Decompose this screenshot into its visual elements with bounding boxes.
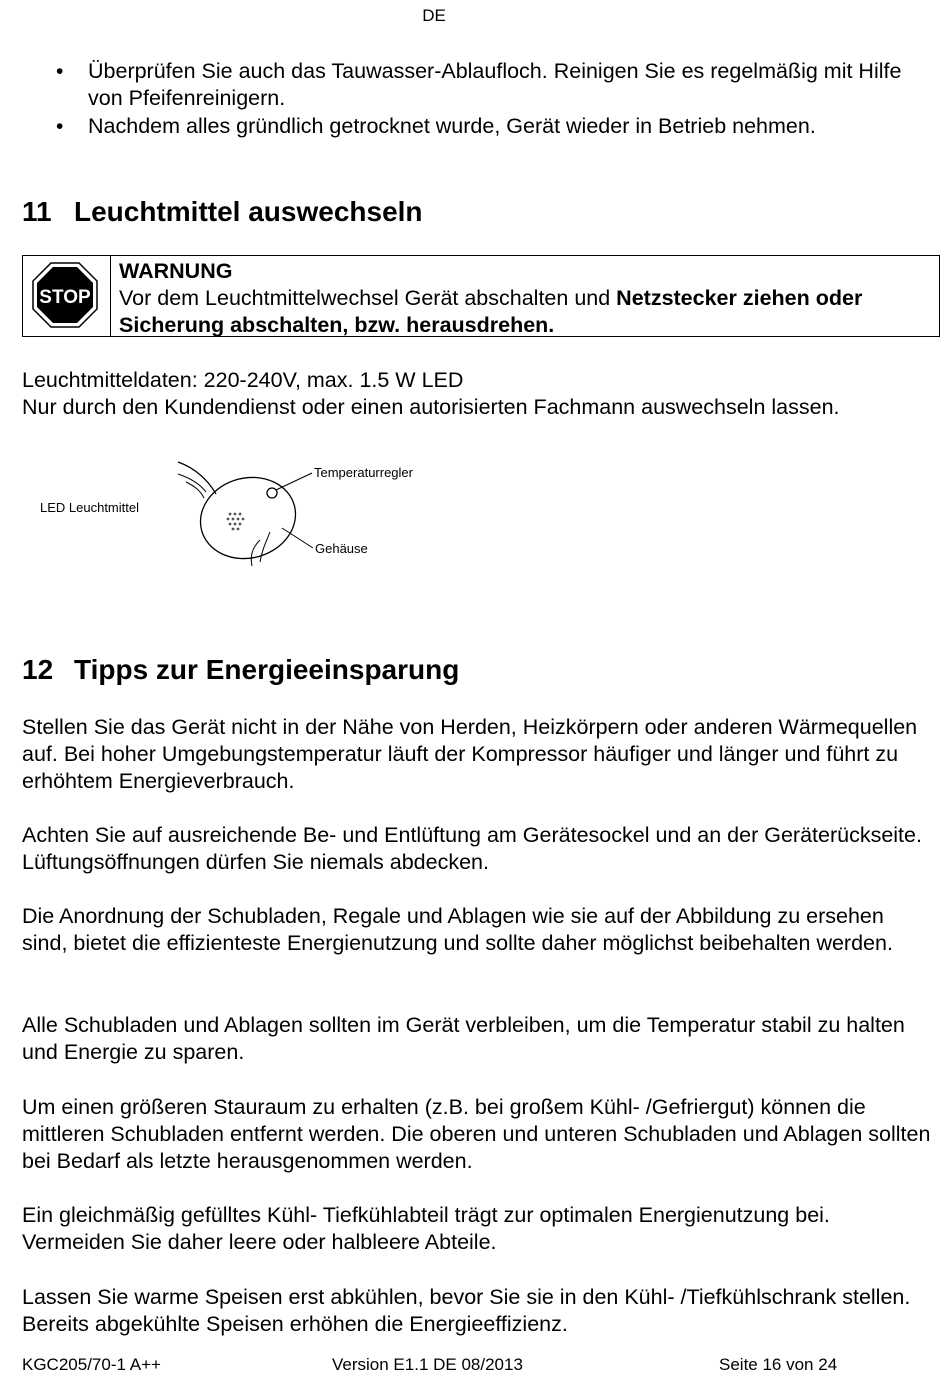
- housing-label: Gehäuse: [315, 541, 368, 556]
- lamp-service-line: Nur durch den Kundendienst oder einen autorisierten Fachmann auswechseln lassen.: [22, 395, 840, 419]
- list-item: • Überprüfen Sie auch das Tauwasser-Ablaufloch. Reinigen Sie es regelmäßig mit Hilfe von Pfeifenreinigern.: [56, 59, 902, 110]
- led-dots: [227, 513, 245, 531]
- lamp-diagram: [30, 432, 450, 597]
- paragraph: Achten Sie auf ausreichende Be- und Entlüftung am Gerätesockel und an der Geräterückseite. Lüftungsöffnungen dürfen Sie niemals abdecken.: [22, 823, 922, 874]
- stop-sign-label: STOP: [39, 287, 91, 308]
- bullet-icon: •: [56, 60, 64, 83]
- footer-version: Version E1.1 DE 08/2013: [332, 1355, 523, 1374]
- paragraph: Stellen Sie das Gerät nicht in der Nähe von Herden, Heizkörpern oder anderen Wärmequellen auf. Bei hoher Umgebungstemperatur läuft der Kompressor häufiger und länger und führt zu erhöhtem Energieverbrauch.: [22, 715, 918, 793]
- led-label: LED Leuchtmittel: [40, 500, 139, 515]
- lamp-data-line: Leuchtmitteldaten: 220-240V, max. 1.5 W LED: [22, 368, 464, 392]
- hand-bottom: [251, 532, 270, 566]
- paragraph: Die Anordnung der Schubladen, Regale und Ablagen wie sie auf der Abbildung zu ersehen sind, bietet die effizienteste Energienutzung und sollte daher möglichst beibehalten werden.: [22, 904, 893, 955]
- bullet-icon: •: [56, 115, 64, 138]
- warning-box: [22, 255, 940, 337]
- section-11-heading: 11 Leuchtmittel auswechseln: [22, 196, 423, 227]
- hand-fingers: [178, 474, 206, 498]
- section-12-heading: 12 Tipps zur Energieeinsparung: [22, 654, 460, 685]
- temperature-label: Temperaturregler: [314, 465, 413, 480]
- paragraph: Um einen größeren Stauraum zu erhalten (z.B. bei großem Kühl- /Gefriergut) können die mittleren Schubladen entfernt werden. Die oberen und unteren Schubladen und Ablagen sollten bei Bedarf als letzte herausgenommen werden.: [22, 1095, 931, 1173]
- bullet-list: [22, 58, 922, 141]
- temperature-pointer: [276, 473, 312, 490]
- list-item: • Nachdem alles gründlich getrocknet wurde, Gerät wieder in Betrieb nehmen.: [56, 114, 816, 138]
- warning-heading: WARNUNG: [119, 259, 233, 283]
- temperature-knob: [267, 488, 277, 498]
- stop-sign-icon: [32, 262, 98, 328]
- footer-page-number: Seite 16 von 24: [719, 1355, 838, 1374]
- paragraph: Ein gleichmäßig gefülltes Kühl- Tiefkühlabteil trägt zur optimalen Energienutzung bei. Vermeiden Sie daher leere oder halbleere Abteile.: [22, 1203, 830, 1254]
- warning-text: WARNUNG Vor dem Leuchtmittelwechsel Gerät abschalten und Netzstecker ziehen oder Sicherung abschalten, bzw. herausdrehen.: [119, 258, 939, 339]
- paragraph: Lassen Sie warme Speisen erst abkühlen, bevor Sie sie in den Kühl- /Tiefkühlschrank stellen. Bereits abgekühlte Speisen erhöhen die Energieeffizienz.: [22, 1285, 911, 1336]
- footer-model: KGC205/70-1 A++: [22, 1355, 161, 1374]
- language-code: DE: [422, 6, 446, 25]
- warning-divider: [110, 256, 111, 336]
- paragraph: Alle Schubladen und Ablagen sollten im Gerät verbleiben, um die Temperatur stabil zu halten und Energie zu sparen.: [22, 1013, 905, 1064]
